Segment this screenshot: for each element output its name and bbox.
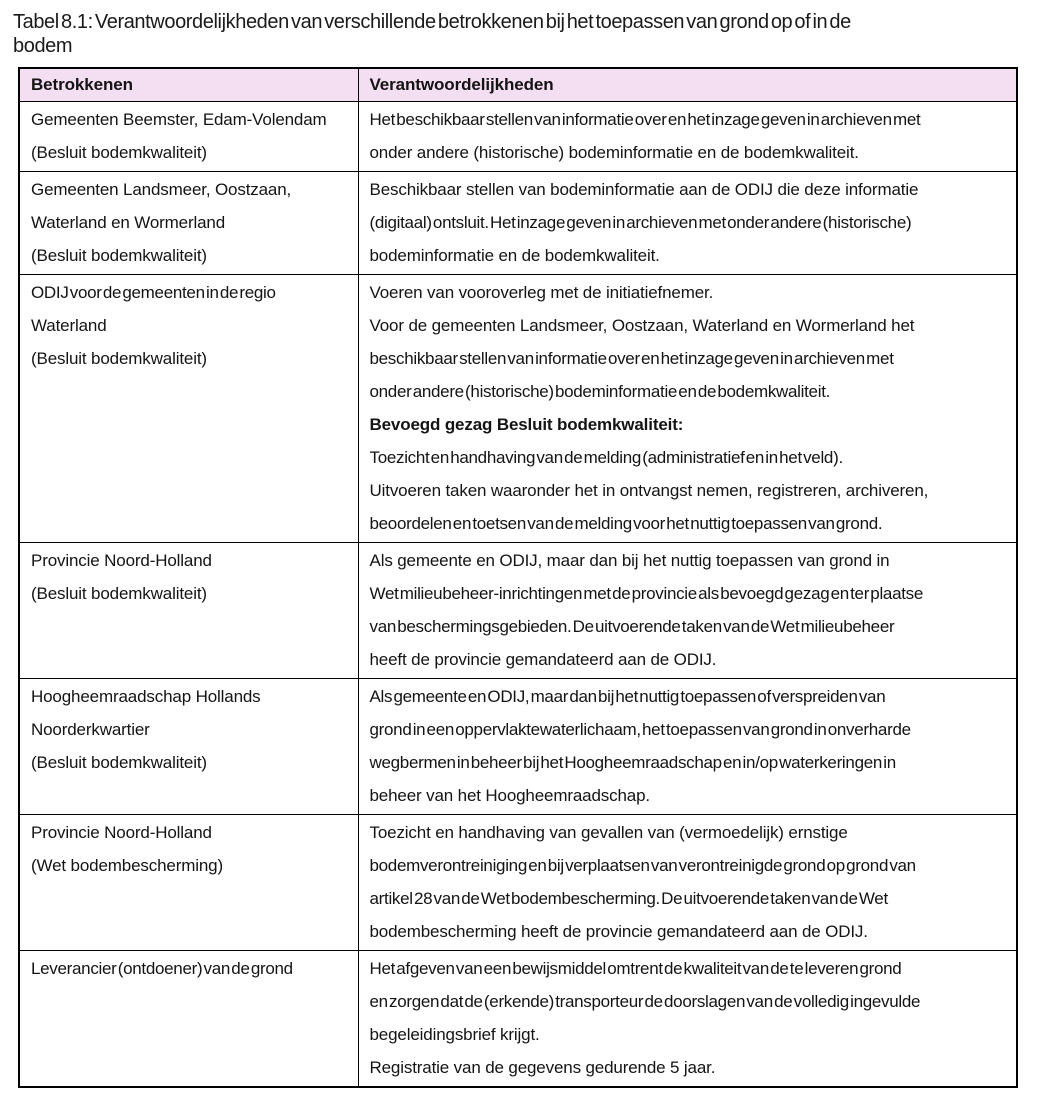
cell-line: (Besluit bodemkwaliteit) [31, 752, 207, 772]
cell-line: beschikbaar stellen van informatie over en het inzage geven in archieven met [369, 348, 894, 368]
cell-line: Toezicht en handhaving van de melding (administratief en in het veld). [369, 447, 843, 467]
cell-line: Waterland [31, 315, 107, 335]
cell-line: Uitvoeren taken waaronder het in ontvangst nemen, registreren, archiveren, [369, 480, 929, 500]
cell-line: ODIJ voor de gemeenten in de regio [31, 282, 276, 302]
cell-line: Toezicht en handhaving van gevallen van (vermoedelijk) ernstige [369, 822, 848, 842]
table-caption-line-2: bodem [13, 35, 73, 57]
betrokkenen-cell [19, 101, 358, 171]
cell-line: Gemeenten Beemster, Edam-Volendam [31, 109, 327, 129]
table-row [19, 542, 1017, 678]
betrokkenen-cell [19, 814, 358, 950]
table-body [19, 101, 1017, 1087]
cell-line: beheer van het Hoogheemraadschap. [369, 785, 650, 805]
verantwoordelijkheden-cell [358, 101, 1017, 171]
cell-line: Voor de gemeenten Landsmeer, Oostzaan, Waterland en Wormerland het [369, 315, 915, 335]
cell-line: (digitaal) ontsluit. Het inzage geven in archieven met onder andere (historische) [369, 212, 912, 232]
table-caption-line-1: Tabel 8.1: Verantwoordelijkheden van verschillende betrokkenen bij het toepassen van grond op of in de [13, 11, 851, 33]
cell-line: Bevoegd gezag Besluit bodemkwaliteit: [369, 414, 684, 434]
cell-line: (Besluit bodemkwaliteit) [31, 245, 207, 265]
cell-line: Voeren van vooroverleg met de initiatiefnemer. [369, 282, 714, 302]
betrokkenen-cell [19, 950, 358, 1087]
cell-line: Waterland en Wormerland [31, 212, 226, 232]
cell-line: (Besluit bodemkwaliteit) [31, 583, 207, 603]
cell-line: bodembescherming heeft de provincie gemandateerd aan de ODIJ. [369, 921, 868, 941]
cell-line: onder andere (historische) bodeminformatie en de bodemkwaliteit. [369, 381, 831, 401]
cell-line: wegbermen in beheer bij het Hoogheemraadschap en in/op waterkeringen in [369, 752, 896, 772]
cell-line: Het beschikbaar stellen van informatie over en het inzage geven in archieven met [369, 109, 921, 129]
cell-line: Hoogheemraadschap Hollands [31, 686, 261, 706]
cell-line: Wet milieubeheer-inrichtingen met de provincie als bevoegd gezag en ter plaatse [369, 583, 924, 603]
betrokkenen-cell [19, 274, 358, 542]
responsibilities-table [18, 67, 1018, 1088]
cell-line: Het afgeven van een bewijsmiddel omtrent de kwaliteit van de te leveren grond [369, 958, 902, 978]
verantwoordelijkheden-cell [358, 814, 1017, 950]
cell-line: Provincie Noord-Holland [31, 822, 212, 842]
cell-line: Registratie van de gegevens gedurende 5 jaar. [369, 1057, 716, 1077]
table-row [19, 814, 1017, 950]
cell-line: bodeminformatie en de bodemkwaliteit. [369, 245, 660, 265]
cell-line: bodemverontreiniging en bij verplaatsen van verontreinigde grond op grond van [369, 855, 916, 875]
cell-line: heeft de provincie gemandateerd aan de ODIJ. [369, 649, 717, 669]
cell-line: beoordelen en toetsen van de melding voor het nuttig toepassen van grond. [369, 513, 883, 533]
table-caption [13, 10, 1050, 58]
column-header-betrokkenen: Betrokkenen [19, 68, 358, 101]
cell-line: grond in een oppervlaktewaterlichaam, het toepassen van grond in onverharde [369, 719, 911, 739]
table-row [19, 274, 1017, 542]
cell-line: (Wet bodembescherming) [31, 855, 223, 875]
table-header-row [19, 68, 1017, 101]
cell-line: Leverancier (ontdoener) van de grond [31, 958, 293, 978]
verantwoordelijkheden-cell [358, 274, 1017, 542]
cell-line: artikel 28 van de Wet bodembescherming. De uitvoerende taken van de Wet [369, 888, 888, 908]
verantwoordelijkheden-cell [358, 678, 1017, 814]
cell-line: onder andere (historische) bodeminformatie en de bodemkwaliteit. [369, 142, 859, 162]
cell-line: Gemeenten Landsmeer, Oostzaan, [31, 179, 292, 199]
column-header-verantwoordelijkheden: Verantwoordelijkheden [358, 68, 1017, 101]
cell-line: begeleidingsbrief krijgt. [369, 1024, 540, 1044]
cell-line: Provincie Noord-Holland [31, 550, 212, 570]
cell-line: Noorderkwartier [31, 719, 150, 739]
betrokkenen-cell [19, 678, 358, 814]
table-row [19, 101, 1017, 171]
verantwoordelijkheden-cell [358, 171, 1017, 274]
cell-line: van beschermingsgebieden. De uitvoerende taken van de Wet milieubeheer [369, 616, 895, 636]
cell-line: en zorgen dat de (erkende) transporteur de doorslagen van de volledig ingevulde [369, 991, 921, 1011]
cell-line: Als gemeente en ODIJ, maar dan bij het nuttig toepassen van grond in [369, 550, 890, 570]
betrokkenen-cell [19, 171, 358, 274]
verantwoordelijkheden-cell [358, 950, 1017, 1087]
verantwoordelijkheden-cell [358, 542, 1017, 678]
cell-line: (Besluit bodemkwaliteit) [31, 142, 207, 162]
cell-line: Beschikbaar stellen van bodeminformatie aan de ODIJ die deze informatie [369, 179, 919, 199]
cell-line: Als gemeente en ODIJ, maar dan bij het nuttig toepassen of verspreiden van [369, 686, 886, 706]
table-row [19, 678, 1017, 814]
table-row [19, 950, 1017, 1087]
table-row [19, 171, 1017, 274]
betrokkenen-cell [19, 542, 358, 678]
cell-line: (Besluit bodemkwaliteit) [31, 348, 207, 368]
